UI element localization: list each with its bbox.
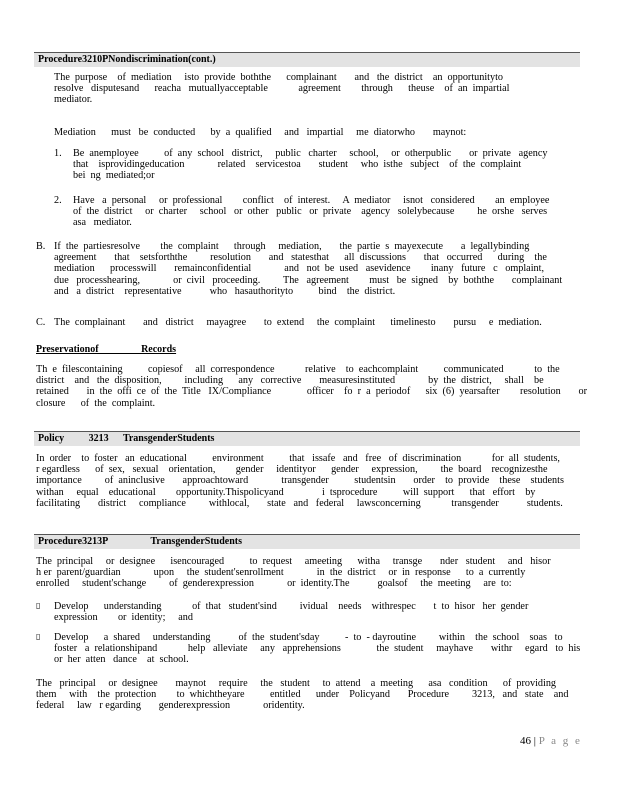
bullet-1-symbol: ▯ [36, 601, 41, 610]
page-label: P a g e [538, 735, 582, 747]
mediation-conduct-paragraph: Mediation must be conducted by a qualified and impartial me diatorwho maynot: [54, 127, 467, 138]
policy-title: TransgenderStudents [122, 433, 215, 444]
procedure-title: TransgenderStudents [150, 536, 242, 547]
list-item-b: If the partiesresolve the complaint through mediation, the partie s mayexecute a legallybinding agreement that setsforththe resolution and statesthat all discussions that occurred during the mediation processwill remainconfidential and not be used asevidence inany future c omplaint, due processhearing, or civil proceeding. The agreement must be signed by boththe complainant and a district representative who hasauthorityto bind the district. [54, 241, 563, 297]
section-header-procedure-3210 [34, 52, 580, 67]
list-item-1: Be anemployee of any school district, public charter school, or otherpublic or private agency that isprovidingeducation related servicestoa student who isthe subject of the complaint bei ng mediated;or [73, 148, 548, 182]
preservation-paragraph: Th e filescontaining copiesof all correspondence relative to eachcomplaint communicated to the district and the disposition, including any corrective measuresinstituted by the district, shall be retained in the offi ce of the Title IX/Compliance officer fo r a periodof six (6) yearsafter resolution or closure of the complaint. [36, 364, 588, 409]
bullet-item-1: Develop understanding of that student'sind ividual needs withrespec t to hisor her gender expression or identity; and [54, 601, 529, 624]
list-item-2: Have a personal or professional conflict of interest. A mediator isnot considered an employee of the district or charter school or other public or private agency solelybecause he orshe serves asa mediator. [73, 195, 550, 229]
section-header-text: Procedure3210PNondiscrimination(cont.) [38, 54, 216, 65]
bullet-2-symbol: ▯ [36, 632, 41, 641]
policy-label: Policy [38, 433, 65, 444]
preservation-heading: Preservationof Records [36, 344, 177, 355]
bullet-item-2: Develop a shared understanding of the student'sday - to - dayroutine within the school soas to foster a relationshipand help alleviate any apprehensions the student mayhave withr egard to his or her atten dance at school. [54, 632, 581, 666]
page-number: 46 [520, 735, 531, 747]
list-number-1: 1. [54, 148, 62, 159]
page-separator: | [533, 735, 536, 747]
procedure-3213-intro-paragraph: The principal or designee isencouraged to request ameeting witha transge nder student and hisor h er parent/guardian upon the student'senrollment in the district or in response to a currently enrolled student'schange of genderexpression or identity.The goalsof the meeting are to: [36, 556, 551, 590]
procedure-label: Procedure3213P [38, 536, 109, 547]
mediation-purpose-paragraph: The purpose of mediation isto provide boththe complainant and the district an opportunityto resolve disputesand reacha mutuallyacceptable agreement through theuse of an impartial mediator. [54, 72, 510, 106]
page-footer [520, 735, 582, 747]
list-letter-b: B. [36, 241, 46, 252]
list-letter-c: C. [36, 317, 46, 328]
policy-number: 3213 [88, 433, 109, 444]
section-header-policy-3213 [34, 431, 580, 446]
section-header-procedure-3213 [34, 534, 580, 549]
procedure-3213-closing-paragraph: The principal or designee maynot require the student to attend a meeting asa condition of providing them with the protection to whichtheyare entitled under Policyand Procedure 3213, and state and federal law r egarding genderexpression oridentity. [36, 678, 569, 712]
list-item-c: The complainant and district mayagree to extend the complaint timelinesto pursu e mediation. [54, 317, 542, 328]
policy-3213-paragraph: In order to foster an educational environment that issafe and free of discrimination for all students, r egardless of sex, sexual orientation, gender identityor gender expression, the board recognizesthe importance of aninclusive approachtoward transgender studentsin order to provide these students withan equal educational opportunity.Thispolicyand i tsprocedure will support that effort by facilitating district compliance withlocal, state and federal lawsconcerning transgender students. [36, 453, 564, 509]
list-number-2: 2. [54, 195, 62, 206]
